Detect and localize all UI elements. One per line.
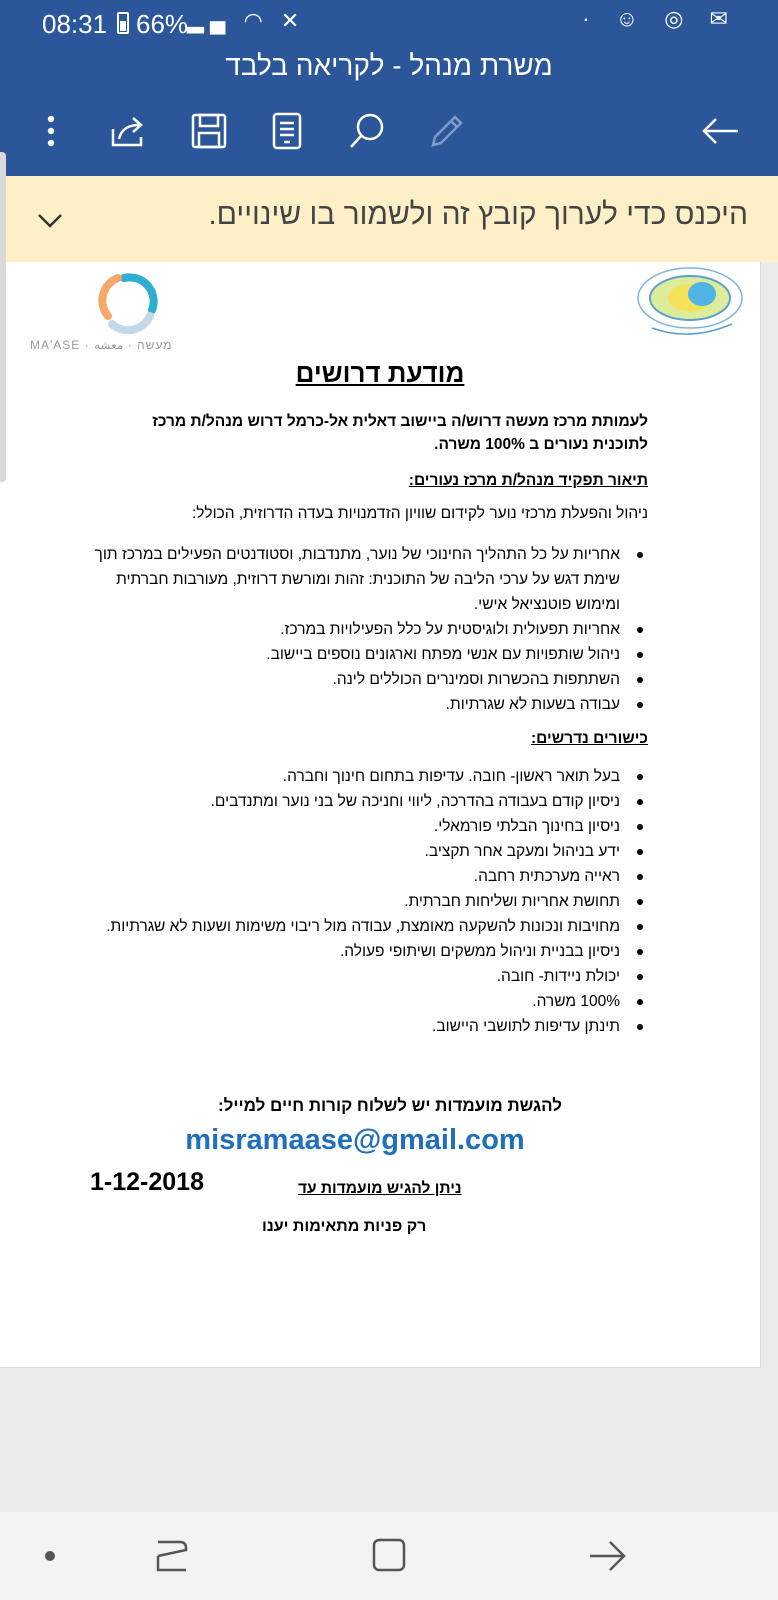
intro-line-1: לעמותת מרכז מעשה דרוש/ה ביישוב דאלית אל-כרמל דרוש מנהל/ת מרכז — [152, 413, 648, 430]
notification-icons: · ☺ ◎ ✉ — [582, 6, 738, 31]
battery-percent: 66% — [136, 9, 189, 39]
search-icon — [348, 112, 386, 150]
intro-paragraph — [88, 410, 648, 456]
more-vertical-icon — [46, 114, 56, 148]
role-description: ניהול והפעלת מרכזי נוער לקידום שוויון הזדמנויות בעדה הדרוזית, הכולל: — [191, 505, 648, 522]
deadline-label: ניתן להגיש מועמדות עד — [298, 1180, 462, 1197]
toolbar — [0, 90, 778, 176]
back-button[interactable] — [696, 106, 746, 156]
list-item: ניסיון בחינוך הבלתי פורמאלי. — [88, 814, 648, 839]
back-nav-button[interactable] — [586, 1534, 630, 1578]
list-item: עבודה בשעות לא שגרתיות. — [88, 692, 648, 717]
document-title: משרת מנהל - לקריאה בלבד — [225, 50, 553, 81]
more-options-button[interactable] — [26, 106, 76, 156]
list-item: תחושת אחריות ושליחות חברתית. — [88, 889, 648, 914]
list-item: השתתפות בהכשרות וסמינרים הכוללים לינה. — [88, 667, 648, 692]
recent-apps-button[interactable] — [150, 1534, 194, 1578]
intro-line-2: לתוכנית נעורים ב 100% משרה. — [434, 436, 648, 453]
battery-icon — [117, 12, 129, 34]
deadline-date: 1-12-2018 — [90, 1168, 204, 1196]
maase-logo-text: MA'ASE · מעשה · معشه — [30, 338, 173, 352]
list-item: ראייה מערכתית רחבה. — [88, 864, 648, 889]
list-item: בעל תואר ראשון- חובה. עדיפות בתחום חינוך וחברה. — [88, 764, 648, 789]
apply-instructions: להגשת מועמדות יש לשלוח קורות חיים למייל: — [217, 1096, 563, 1115]
reading-view-button[interactable] — [262, 106, 312, 156]
status-time: 08:31 — [42, 9, 108, 39]
home-button[interactable] — [368, 1534, 412, 1578]
title-bar — [0, 46, 778, 90]
pencil-icon — [429, 113, 465, 149]
list-item: ניסיון קודם בעבודה בהדרכה, ליווי וחניכה של בני נוער ומתנדבים. — [88, 789, 648, 814]
section-title-role: תיאור תפקיד מנהל/ת מרכז נעורים: — [408, 472, 648, 489]
contact-email[interactable]: misramaase@gmail.com — [185, 1124, 525, 1156]
chevron-down-icon[interactable] — [30, 200, 70, 240]
list-item: יכולת ניידות- חובה. — [88, 964, 648, 989]
list-item: אחריות על כל התהליך החינוכי של נוער, מתנדבות, וסטודנטים הפעילים במרכז תוך שימת דגש על ערכי הליבה של התוכנית: זהות ומורשת דרוזית, מעורבות חברתית ומימוש פוטנציאל אישי. — [88, 542, 648, 617]
nav-dot-icon[interactable] — [28, 1534, 72, 1578]
scroll-handle[interactable] — [0, 152, 6, 482]
youth-center-logo — [632, 262, 747, 344]
skills-list — [88, 764, 648, 1039]
edit-button[interactable] — [422, 106, 472, 156]
suitable-only-note: רק פניות מתאימות יענו — [262, 1218, 427, 1235]
banner-text: היכנס כדי לערוך קובץ זה ולשמור בו שינויים. — [208, 198, 748, 231]
list-item: ידע בניהול ומעקב אחר תקציב. — [88, 839, 648, 864]
document-area[interactable] — [0, 262, 778, 1512]
arrow-back-icon — [702, 117, 740, 145]
list-item: ניסיון בבניית וניהול ממשקים ושיתופי פעולה. — [88, 939, 648, 964]
list-item: ניהול שותפויות עם אנשי מפתח וארגונים נוספים ביישוב. — [88, 642, 648, 667]
navigation-bar — [0, 1512, 778, 1600]
list-item: מחויבות ונכונות להשקעה מאומצת, עבודה מול ריבוי משימות ושעות לא שגרתיות. — [88, 914, 648, 939]
mobile-view-icon — [272, 112, 302, 150]
role-list — [88, 542, 648, 717]
list-item: אחריות תפעולית ולוגיסטית על כלל הפעילויות במרכז. — [88, 617, 648, 642]
list-item: תינתן עדיפות לתושבי היישוב. — [88, 1014, 648, 1039]
status-bar — [0, 0, 778, 46]
save-button[interactable] — [184, 106, 234, 156]
section-title-skills: כישורים נדרשים: — [531, 730, 648, 747]
edit-sign-in-banner[interactable] — [0, 176, 778, 263]
share-button[interactable] — [104, 106, 154, 156]
save-icon — [191, 113, 227, 149]
document-page — [0, 262, 761, 1368]
list-item: 100% משרה. — [88, 989, 648, 1014]
signal-wifi-mute-icons: ▂▄ ◠ ✕ — [187, 8, 306, 33]
page-title: מודעת דרושים — [295, 358, 465, 388]
search-button[interactable] — [342, 106, 392, 156]
share-icon — [109, 113, 149, 149]
